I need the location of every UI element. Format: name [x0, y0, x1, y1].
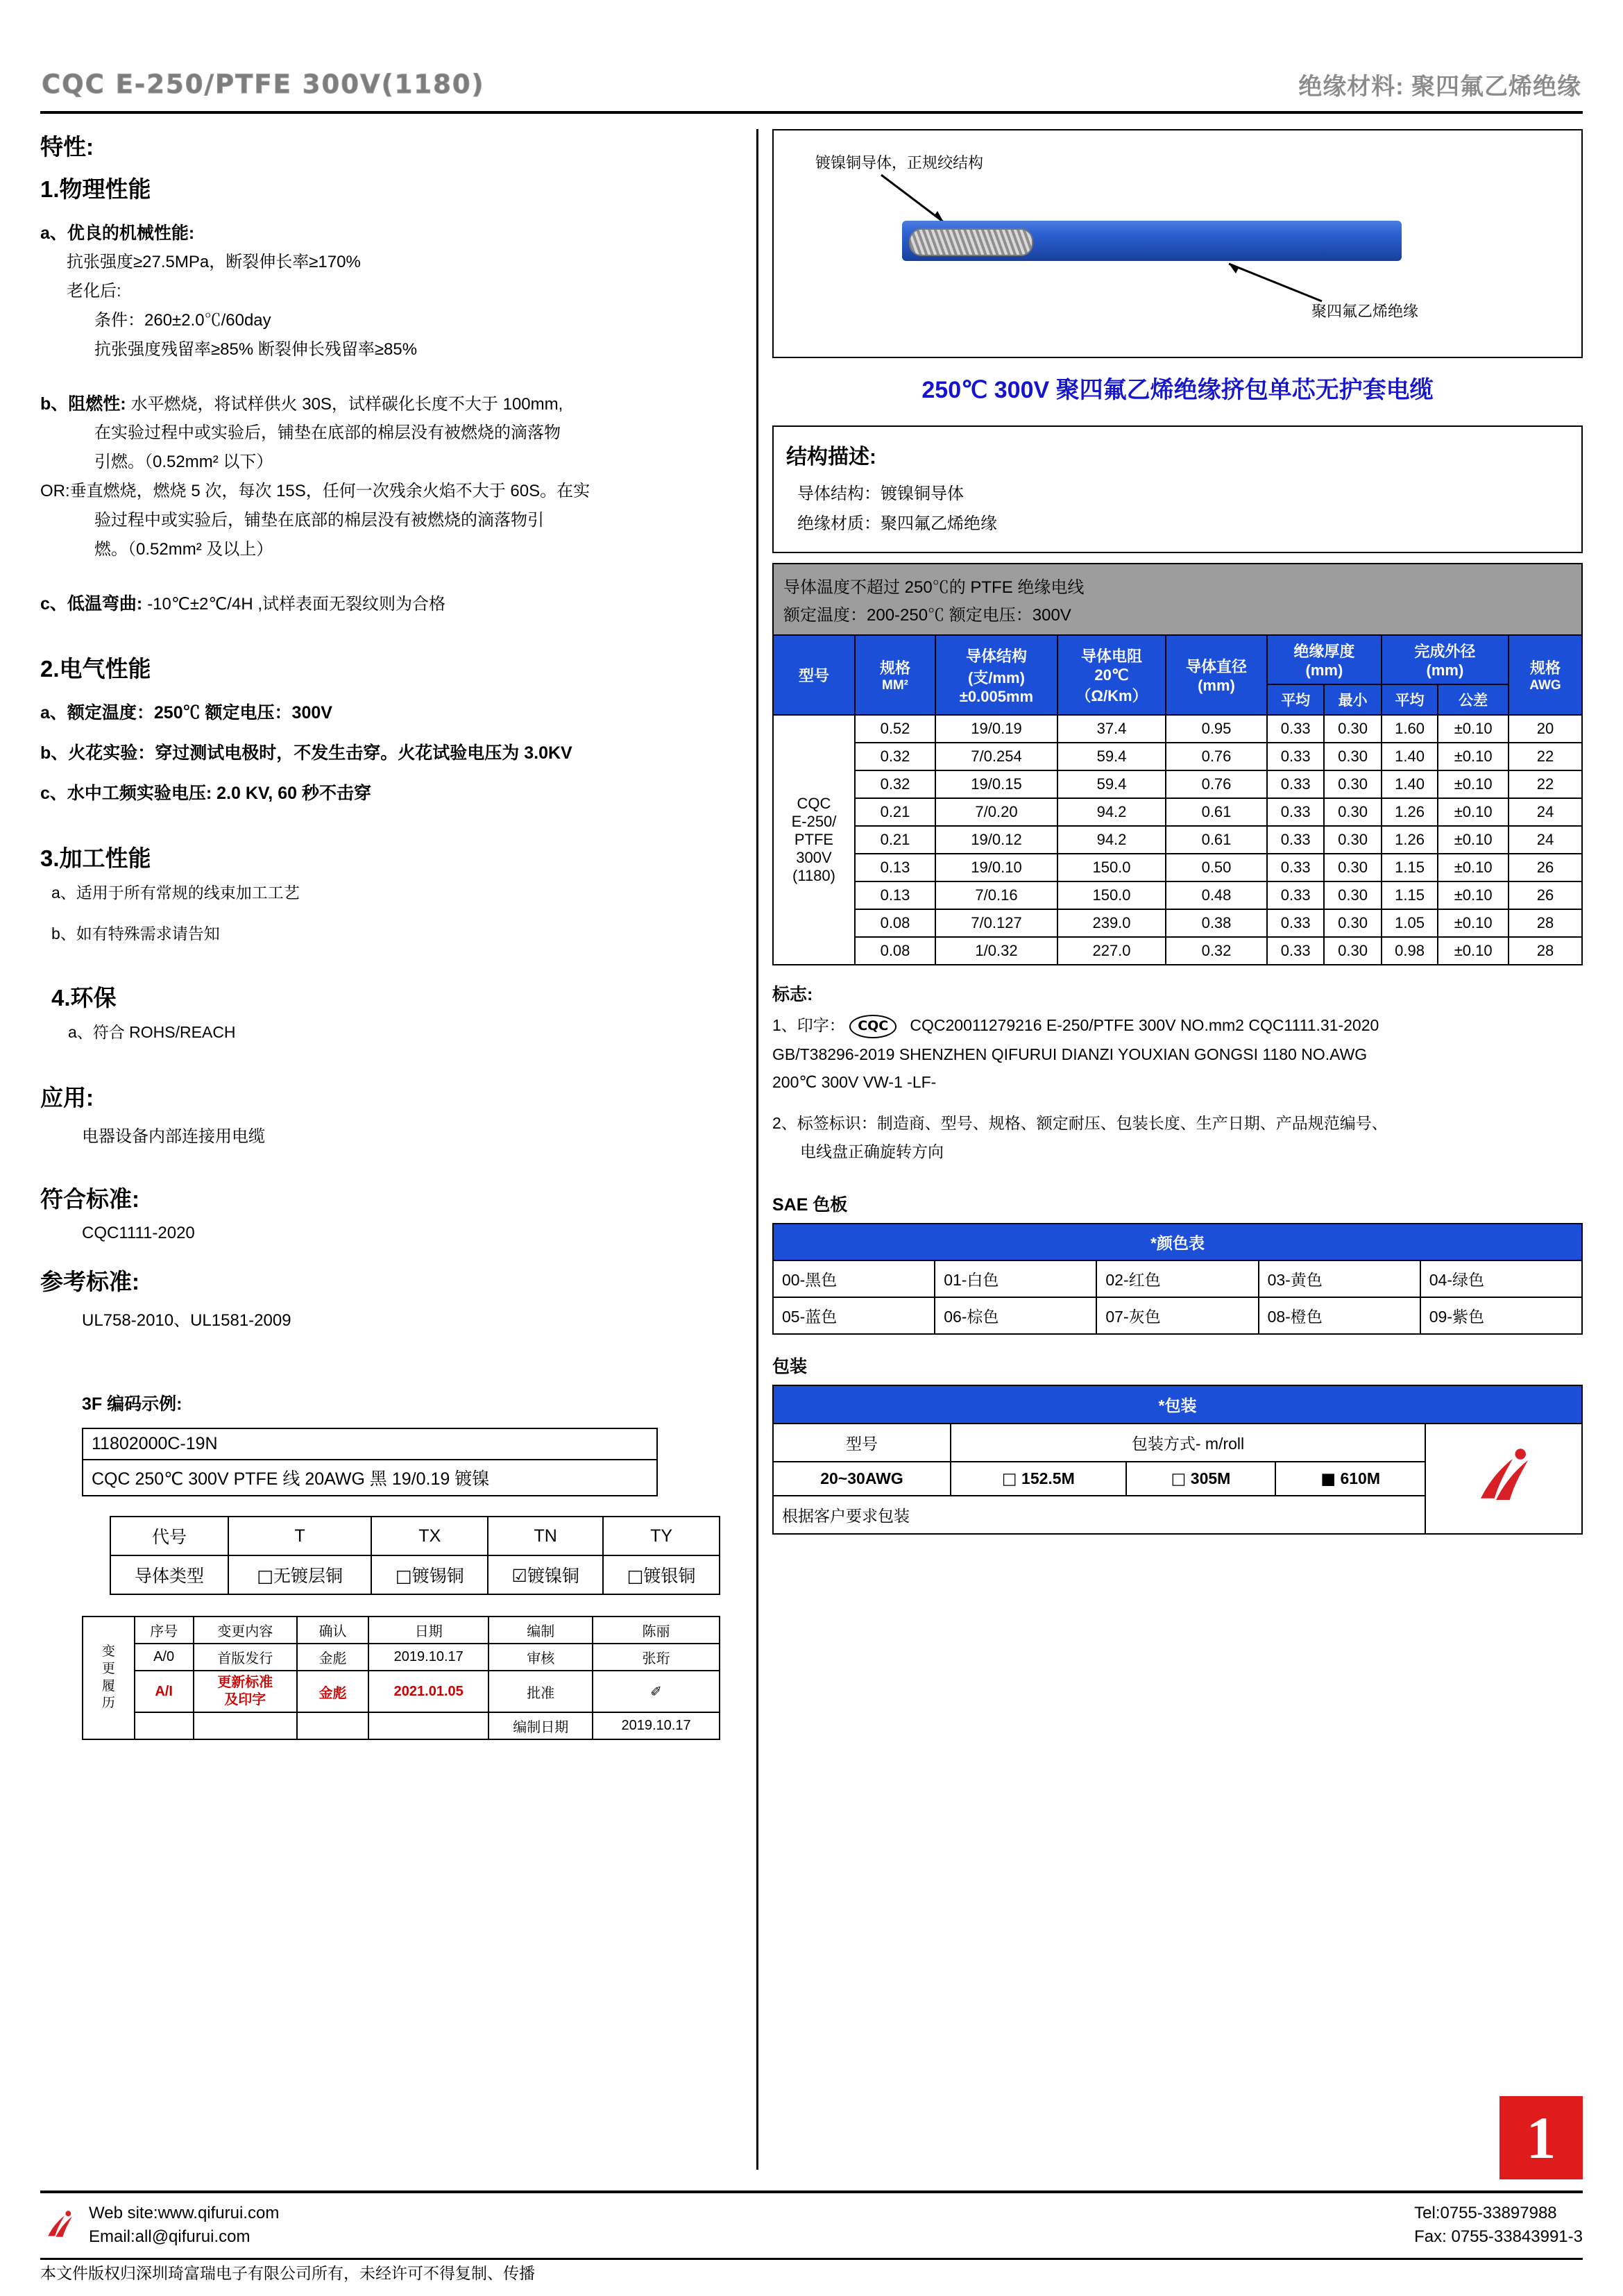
mech-perf-label: a、优良的机械性能:: [40, 223, 195, 243]
spec-r0-insavg: 0.33: [1267, 715, 1324, 743]
figure-title: 250℃ 300V 聚四氟乙烯绝缘挤包单芯无护套电缆: [921, 377, 1434, 403]
sae-color-5: 05-蓝色: [773, 1297, 935, 1334]
table-row: [773, 1297, 1582, 1334]
page-body: [40, 129, 1583, 2170]
spec-r5-dia: 0.50: [1166, 854, 1267, 881]
spec-model-1: E-250/: [791, 813, 837, 830]
sae-color-9: 09-紫色: [1420, 1297, 1582, 1334]
spec-h-od-main: 完成外径: [1414, 643, 1476, 660]
ct-opt-2-label: 镀镍铜: [527, 1567, 579, 1586]
spec-r1-size: 0.32: [855, 743, 935, 770]
packaging-opt-2[interactable]: [1126, 1462, 1276, 1496]
rev-h-editname: 陈丽: [593, 1617, 720, 1644]
sae-color-table: [772, 1223, 1583, 1335]
ct-h3: TN: [488, 1517, 603, 1555]
electrical-c: c、水中工频实验电压: 2.0 KV, 60 秒不击穿: [40, 784, 371, 803]
rev-r3-no: [135, 1712, 194, 1739]
spec-h-awg-main: 规格: [1529, 659, 1561, 677]
spec-r2-size: 0.32: [855, 770, 935, 798]
cable-figure: [772, 129, 1583, 358]
spec-h-struct-main: 导体结构: [965, 647, 1027, 665]
spec-r3-struct: 7/0.20: [935, 798, 1057, 826]
spec-h-res-main: 导体电阻: [1080, 647, 1142, 665]
ct-opt-1-label: 镀锡铜: [411, 1567, 464, 1586]
rev-r1-role: 审核: [488, 1644, 593, 1671]
spec-r5-insavg: 0.33: [1267, 854, 1324, 881]
spec-h-ins-min: 最小: [1324, 684, 1381, 715]
spec-h-model: 型号: [773, 635, 855, 715]
spec-r7-size: 0.08: [855, 909, 935, 937]
structure-line2: 绝缘材质：聚四氟乙烯绝缘: [797, 514, 997, 533]
spec-r3-insmin: 0.30: [1324, 798, 1381, 826]
spec-r2-struct: 19/0.15: [935, 770, 1057, 798]
rev-r1-date: 2019.10.17: [368, 1644, 489, 1671]
ct-h1: T: [228, 1517, 371, 1555]
spec-r3-odavg: 1.26: [1382, 798, 1438, 826]
rev-r2-confirm: 金彪: [297, 1671, 368, 1712]
footer-divider-bottom: [40, 2258, 1583, 2260]
spec-r2-odavg: 1.40: [1382, 770, 1438, 798]
flame-line1: 水平燃烧，将试样供火 30S，试样碳化长度不大于 100mm,: [130, 395, 563, 414]
spec-model-3: 300V: [796, 849, 832, 866]
coding-example-box: [82, 1428, 658, 1496]
ct-opt-3[interactable]: [603, 1555, 720, 1594]
sae-color-4: 04-绿色: [1420, 1260, 1582, 1297]
section-physical-title: 1.物理性能: [40, 176, 151, 202]
spec-r1-dia: 0.76: [1166, 743, 1267, 770]
leader-line-top: [878, 174, 968, 228]
checkbox-tn[interactable]: ☑: [511, 1566, 527, 1586]
spec-r3-dia: 0.61: [1166, 798, 1267, 826]
lowtemp-label: c、低温弯曲:: [40, 594, 143, 614]
spec-r5-size: 0.13: [855, 854, 935, 881]
mech-perf-line2: 老化后:: [67, 282, 121, 301]
checkbox-ty[interactable]: □: [627, 1566, 644, 1586]
spec-banner: [772, 563, 1583, 634]
header-divider: [40, 111, 1583, 114]
spec-h-od: [1382, 635, 1509, 684]
spec-r5-res: 150.0: [1057, 854, 1166, 881]
reference-title: 参考标准:: [40, 1269, 139, 1294]
footer-contact-right: [1414, 2202, 1583, 2248]
electrical-b: b、火花实验：穿过测试电极时，不发生击穿。火花试验电压为 3.0KV: [40, 743, 572, 763]
table-row: [773, 635, 1582, 684]
marking-line5: 电线盘正确旋转方向: [800, 1142, 944, 1160]
coding-example-line1: 11802000C-19N: [92, 1434, 218, 1453]
rev-h-content: 变更内容: [194, 1617, 298, 1644]
spec-r5-odtol: ±0.10: [1438, 854, 1509, 881]
packaging-col-model: 型号: [773, 1424, 951, 1462]
spec-h-dia-main: 导体直径: [1185, 658, 1247, 675]
spec-r1-res: 59.4: [1057, 743, 1166, 770]
rev-r3-date: 2019.10.17: [593, 1712, 720, 1739]
spec-h-ins-main: 绝缘厚度: [1293, 643, 1355, 660]
section-processing-title: 3.加工性能: [40, 845, 151, 871]
column-divider: [756, 129, 758, 2170]
spec-r0-awg: 20: [1509, 715, 1582, 743]
spec-h-awg: [1509, 635, 1582, 715]
table-row: [773, 1424, 1582, 1462]
page-header: [42, 60, 1581, 108]
mech-perf-line4: 抗张强度残留率≥85% 断裂伸长残留率≥85%: [94, 340, 418, 359]
spec-r2-odtol: ±0.10: [1438, 770, 1509, 798]
rev-r1-no: A/0: [135, 1644, 194, 1671]
qifurui-logo-svg: [1465, 1439, 1542, 1515]
spec-r8-res: 227.0: [1057, 937, 1166, 965]
spec-r1-odtol: ±0.10: [1438, 743, 1509, 770]
spec-r2-dia: 0.76: [1166, 770, 1267, 798]
coding-example-line2: CQC 250℃ 300V PTFE 线 20AWG 黑 19/0.19 镀镍: [83, 1459, 656, 1495]
section-electrical-title: 2.电气性能: [40, 656, 151, 682]
spec-r8-size: 0.08: [855, 937, 935, 965]
spec-model-0: CQC: [797, 795, 831, 812]
spec-r5-struct: 19/0.10: [935, 854, 1057, 881]
section-env-title: 4.环保: [51, 985, 117, 1011]
ct-opt-1[interactable]: [371, 1555, 488, 1594]
spec-r1-struct: 7/0.254: [935, 743, 1057, 770]
spec-r8-insavg: 0.33: [1267, 937, 1324, 965]
spec-r4-awg: 24: [1509, 826, 1582, 854]
spec-r4-odavg: 1.26: [1382, 826, 1438, 854]
sae-color-2: 02-红色: [1096, 1260, 1258, 1297]
flame-line2: 在实验过程中或实验后，铺垫在底部的棉层没有被燃烧的滴落物: [94, 423, 561, 442]
rev-r2-no: A/I: [135, 1671, 194, 1712]
structure-title: 结构描述:: [786, 446, 876, 469]
spec-r7-awg: 28: [1509, 909, 1582, 937]
marking-line3: 200℃ 300V VW-1 -LF-: [772, 1073, 937, 1092]
spec-r0-insmin: 0.30: [1324, 715, 1381, 743]
company-logo-icon: [1425, 1424, 1582, 1534]
table-row: [773, 854, 1582, 881]
spec-h-ins-avg: 平均: [1267, 684, 1324, 715]
rev-r2-signature: ✐: [593, 1671, 720, 1712]
table-row: [83, 1671, 720, 1712]
rev-r3-confirm: [297, 1712, 368, 1739]
table-row: [773, 909, 1582, 937]
spec-model-4: (1180): [792, 867, 835, 884]
ct-opt-3-label: 镀银铜: [643, 1567, 696, 1586]
spec-r3-odtol: ±0.10: [1438, 798, 1509, 826]
footer-copyright: 本文件版权归深圳琦富瑞电子有限公司所有，未经许可不得复制、传播: [40, 2264, 535, 2282]
spec-model-cell: [773, 715, 855, 965]
spec-h-od-tol: 公差: [1438, 684, 1509, 715]
packaging-opt-2-label: 305M: [1190, 1469, 1231, 1488]
flame-label: b、阻燃性:: [40, 394, 126, 414]
cable-conductor-strands: [909, 228, 1033, 256]
spec-r6-struct: 7/0.16: [935, 881, 1057, 909]
spec-r8-awg: 28: [1509, 937, 1582, 965]
spec-model-2: PTFE: [794, 831, 834, 848]
ct-opt-0[interactable]: [228, 1555, 371, 1594]
ct-h2: TX: [371, 1517, 488, 1555]
packaging-note: 根据客户要求包装: [773, 1496, 1425, 1534]
rev-h-edit: 编制: [488, 1617, 593, 1644]
spec-h-res-sub2: （Ω/Km）: [1076, 686, 1148, 704]
marking-line2: GB/T38296-2019 SHENZHEN QIFURUI DIANZI YOUXIAN GONGSI 1180 NO.AWG: [772, 1045, 1368, 1063]
packaging-opt-1-label: 152.5M: [1021, 1469, 1075, 1488]
sae-color-6: 06-棕色: [935, 1297, 1096, 1334]
spec-r8-struct: 1/0.32: [935, 937, 1057, 965]
checkbox-610m[interactable]: ■: [1320, 1470, 1336, 1489]
env-a: a、符合 ROHS/REACH: [68, 1023, 236, 1041]
rev-r2-role: 批准: [488, 1671, 593, 1712]
page-number: 1: [1499, 2096, 1583, 2179]
sae-color-3: 03-黄色: [1259, 1260, 1420, 1297]
rev-r2-content-l2: 及印字: [224, 1692, 266, 1707]
table-row: [773, 881, 1582, 909]
compliance-title: 符合标准:: [40, 1186, 139, 1212]
marking-line1: [772, 1014, 1583, 1038]
spec-h-struct-sub1: (支/mm): [968, 668, 1025, 686]
spec-banner-line2: 额定温度：200-250℃ 额定电压：300V: [783, 606, 1071, 625]
sae-color-7: 07-灰色: [1096, 1297, 1258, 1334]
spec-r6-odtol: ±0.10: [1438, 881, 1509, 909]
marking-prefix: 1、印字：: [772, 1016, 845, 1034]
spec-r7-odavg: 1.05: [1382, 909, 1438, 937]
spec-r2-insmin: 0.30: [1324, 770, 1381, 798]
sae-color-0: 00-黑色: [773, 1260, 935, 1297]
footer-website[interactable]: Web site:www.qifurui.com: [89, 2204, 280, 2223]
spec-h-dia: [1166, 635, 1267, 715]
spec-r1-awg: 22: [1509, 743, 1582, 770]
footer-fax: Fax: 0755-33843991-3: [1414, 2227, 1583, 2246]
spec-h-size-main: 规格: [879, 659, 910, 677]
sae-color-8: 08-橙色: [1259, 1297, 1420, 1334]
spec-h-ins: [1267, 635, 1382, 684]
spec-r7-odtol: ±0.10: [1438, 909, 1509, 937]
spec-r3-awg: 24: [1509, 798, 1582, 826]
marking-section: [772, 981, 1583, 1163]
flame-line5: 验过程中或实验后，铺垫在底部的棉层没有被燃烧的滴落物引: [94, 511, 544, 530]
spec-r6-res: 150.0: [1057, 881, 1166, 909]
checkbox-tx[interactable]: □: [395, 1566, 412, 1586]
flame-line6: 燃。（0.52mm² 及以上）: [94, 540, 273, 559]
checkbox-152-5m[interactable]: □: [1001, 1470, 1017, 1489]
spec-r3-res: 94.2: [1057, 798, 1166, 826]
right-column: [772, 129, 1583, 1535]
packaging-opt-3[interactable]: [1275, 1462, 1425, 1496]
spec-r7-struct: 7/0.127: [935, 909, 1057, 937]
checkbox-t[interactable]: □: [257, 1566, 273, 1586]
revision-side-label: 变 更 履 历: [83, 1617, 135, 1739]
spec-h-ins-sub: (mm): [1305, 661, 1343, 679]
rev-r1-confirm: 金彪: [297, 1644, 368, 1671]
specification-section: [772, 563, 1583, 965]
features-title: 特性:: [40, 134, 94, 160]
compliance-text: CQC1111-2020: [82, 1224, 195, 1242]
lowtemp-text: -10℃±2℃/4H ,试样表面无裂纹则为合格: [147, 595, 445, 614]
processing-a: a、适用于所有常规的线束加工工艺: [51, 884, 300, 902]
marking-line4: 2、标签标识：制造商、型号、规格、额定耐压、包装长度、生产日期、产品规范编号、: [772, 1114, 1388, 1133]
rev-h-date: 日期: [368, 1617, 489, 1644]
spec-h-res-sub1: 20℃: [1094, 666, 1129, 684]
rev-r3-role: 编制日期: [488, 1712, 593, 1739]
spec-r3-insavg: 0.33: [1267, 798, 1324, 826]
spec-r4-odtol: ±0.10: [1438, 826, 1509, 854]
ct-h0: 代号: [110, 1517, 228, 1555]
checkbox-305m[interactable]: □: [1171, 1470, 1187, 1489]
packaging-row-model: 20~30AWG: [773, 1462, 951, 1496]
spec-r7-res: 239.0: [1057, 909, 1166, 937]
spec-r2-res: 59.4: [1057, 770, 1166, 798]
footer-tel: Tel:0755-33897988: [1414, 2204, 1557, 2223]
spec-r4-insmin: 0.30: [1324, 826, 1381, 854]
spec-r7-insmin: 0.30: [1324, 909, 1381, 937]
marking-title: 标志:: [772, 985, 813, 1004]
sae-color-1: 01-白色: [935, 1260, 1096, 1297]
table-row: [773, 937, 1582, 965]
ct-opt-2[interactable]: [488, 1555, 603, 1594]
rev-r2-date: 2021.01.05: [368, 1671, 489, 1712]
spec-r5-odavg: 1.15: [1382, 854, 1438, 881]
spec-r0-struct: 19/0.19: [935, 715, 1057, 743]
reference-text: UL758-2010、UL1581-2009: [82, 1311, 291, 1330]
processing-b: b、如有特殊需求请告知: [51, 925, 220, 943]
spec-h-res: [1057, 635, 1166, 715]
spec-r4-dia: 0.61: [1166, 826, 1267, 854]
footer-email[interactable]: Email:all@qifurui.com: [89, 2227, 250, 2246]
cqc-logo-icon: CQC: [849, 1015, 897, 1038]
rev-r3-content: [194, 1712, 298, 1739]
flame-line3: 引燃。（0.52mm² 以下）: [94, 453, 273, 471]
sae-color-title: SAE 色板: [772, 1195, 848, 1215]
spec-r6-awg: 26: [1509, 881, 1582, 909]
spec-r1-odavg: 1.40: [1382, 743, 1438, 770]
spec-r1-insmin: 0.30: [1324, 743, 1381, 770]
spec-banner-line1: 导体温度不超过 250℃的 PTFE 绝缘电线: [783, 578, 1085, 597]
footer-logo-icon: [40, 2206, 79, 2245]
rev-r3-blank: [368, 1712, 489, 1739]
rev-r1-person: 张珩: [593, 1644, 720, 1671]
rev-r2-content: [194, 1671, 298, 1712]
rev-r1-content: 首版发行: [194, 1644, 298, 1671]
spec-r6-odavg: 1.15: [1382, 881, 1438, 909]
table-row: [83, 1644, 720, 1671]
spec-r0-odavg: 1.60: [1382, 715, 1438, 743]
ct-h4: TY: [603, 1517, 720, 1555]
electrical-a: a、额定温度：250℃ 额定电压：300V: [40, 703, 332, 723]
spec-r7-insavg: 0.33: [1267, 909, 1324, 937]
specification-table: [772, 634, 1583, 965]
spec-h-od-avg: 平均: [1382, 684, 1438, 715]
table-row: [773, 1260, 1582, 1297]
table-row: [110, 1555, 720, 1594]
spec-r6-dia: 0.48: [1166, 881, 1267, 909]
header-title: CQC E-250/PTFE 300V(1180): [42, 69, 485, 99]
spec-r3-size: 0.21: [855, 798, 935, 826]
sae-header: *颜色表: [773, 1224, 1582, 1260]
figure-label-conductor: 镀镍铜导体，正规绞结构: [815, 154, 984, 171]
table-row: [83, 1712, 720, 1739]
spec-r1-insavg: 0.33: [1267, 743, 1324, 770]
conductor-type-table: [110, 1516, 720, 1595]
spec-r4-struct: 19/0.12: [935, 826, 1057, 854]
spec-h-dia-sub: (mm): [1198, 677, 1235, 694]
footer-contact-left: [40, 2202, 279, 2248]
table-row: [773, 770, 1582, 798]
spec-r6-insmin: 0.30: [1324, 881, 1381, 909]
mech-perf-line3: 条件：260±2.0℃/60day: [94, 311, 271, 330]
spec-r2-insavg: 0.33: [1267, 770, 1324, 798]
structure-line1: 导体结构：镀镍铜导体: [797, 484, 964, 503]
spec-r8-insmin: 0.30: [1324, 937, 1381, 965]
ct-row-label: 导体类型: [110, 1555, 228, 1594]
header-insulation-material: 绝缘材料: 聚四氟乙烯绝缘: [1298, 73, 1581, 100]
mech-perf-line1: 抗张强度≥27.5MPa，断裂伸长率≥170%: [67, 253, 361, 271]
table-row: [773, 743, 1582, 770]
marking-line1-text: CQC20011279216 E-250/PTFE 300V NO.mm2 CQC1111.31-2020: [910, 1016, 1379, 1034]
table-row: [83, 1617, 720, 1644]
spec-r8-odtol: ±0.10: [1438, 937, 1509, 965]
packaging-opt-1[interactable]: [951, 1462, 1126, 1496]
spec-r0-res: 37.4: [1057, 715, 1166, 743]
spec-r4-insavg: 0.33: [1267, 826, 1324, 854]
spec-r8-dia: 0.32: [1166, 937, 1267, 965]
left-column: [40, 129, 738, 1740]
spec-h-size: [855, 635, 935, 715]
spec-r0-dia: 0.95: [1166, 715, 1267, 743]
figure-label-insulation: 聚四氟乙烯绝缘: [1311, 303, 1419, 320]
spec-r0-odtol: ±0.10: [1438, 715, 1509, 743]
structure-description-box: [772, 425, 1583, 553]
spec-h-struct-sub2: ±0.005mm: [959, 687, 1034, 705]
rev-r2-content-l1: 更新标准: [217, 1675, 273, 1690]
spec-r6-insavg: 0.33: [1267, 881, 1324, 909]
spec-r7-dia: 0.38: [1166, 909, 1267, 937]
packaging-header: *包装: [773, 1385, 1582, 1424]
spec-h-struct: [935, 635, 1057, 715]
table-row: [773, 826, 1582, 854]
coding-example-title: 3F 编码示例:: [82, 1394, 182, 1414]
table-row: [773, 715, 1582, 743]
spec-h-awg-sub: AWG: [1529, 678, 1561, 693]
spec-h-od-sub: (mm): [1426, 661, 1464, 679]
ct-opt-0-label: 无镀层铜: [273, 1567, 343, 1586]
packaging-col-method: 包装方式- m/roll: [951, 1424, 1425, 1462]
page-footer: [40, 2195, 1583, 2256]
table-row: [773, 798, 1582, 826]
spec-r4-res: 94.2: [1057, 826, 1166, 854]
footer-divider-top: [40, 2191, 1583, 2193]
packaging-title: 包装: [772, 1357, 808, 1377]
spec-r5-awg: 26: [1509, 854, 1582, 881]
rev-h-no: 序号: [135, 1617, 194, 1644]
packaging-table: [772, 1385, 1583, 1535]
application-title: 应用:: [40, 1085, 94, 1111]
spec-r2-awg: 22: [1509, 770, 1582, 798]
packaging-opt-3-label: 610M: [1340, 1469, 1380, 1488]
spec-r4-size: 0.21: [855, 826, 935, 854]
spec-r8-odavg: 0.98: [1382, 937, 1438, 965]
spec-r6-size: 0.13: [855, 881, 935, 909]
table-row: [773, 1224, 1582, 1260]
revision-history-table: [82, 1616, 720, 1740]
spec-r5-insmin: 0.30: [1324, 854, 1381, 881]
flame-line4: OR:垂直燃烧，燃烧 5 次，每次 15S，任何一次残余火焰不大于 60S。在实: [40, 482, 590, 500]
table-row: [773, 1385, 1582, 1424]
rev-h-confirm: 确认: [297, 1617, 368, 1644]
table-row: [110, 1517, 720, 1555]
spec-r0-size: 0.52: [855, 715, 935, 743]
spec-h-size-unit: MM²: [882, 678, 908, 693]
application-text: 电器设备内部连接用电缆: [82, 1127, 265, 1146]
